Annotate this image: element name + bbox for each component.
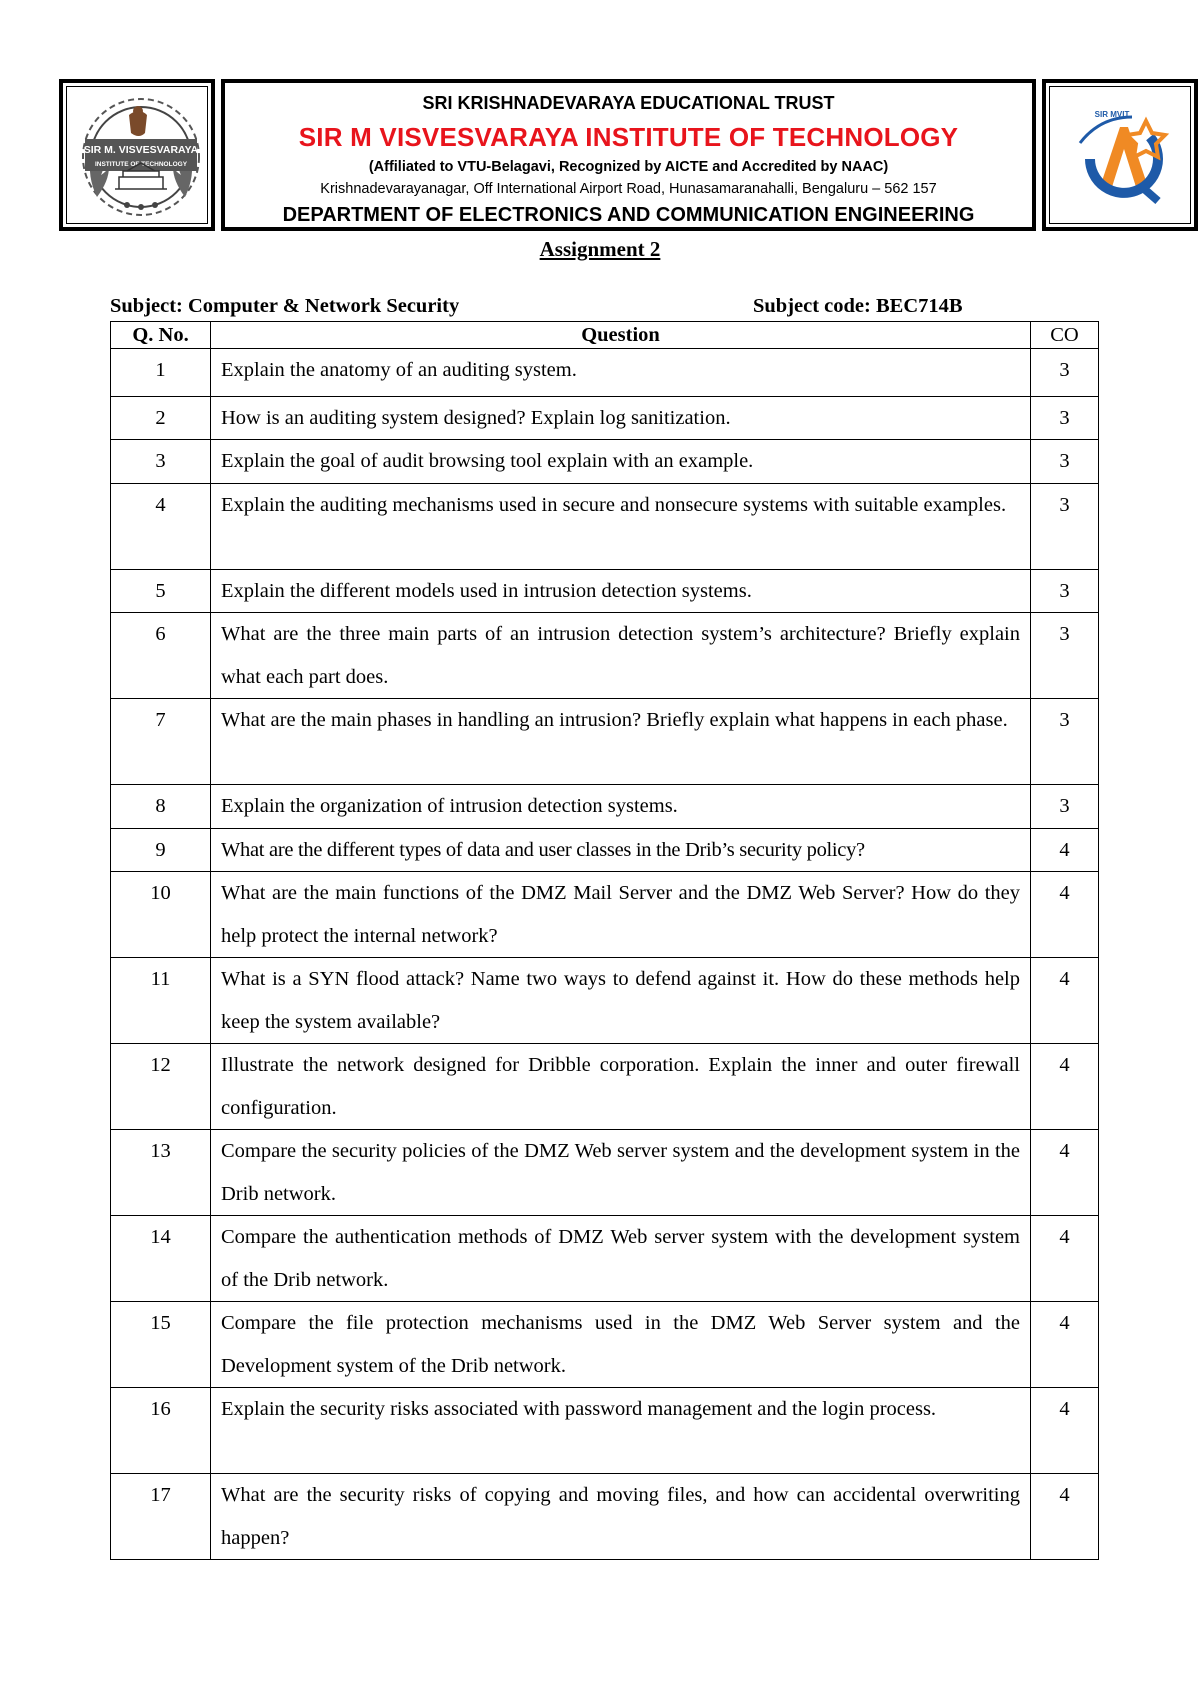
- q-number: 7: [111, 699, 211, 785]
- question-text: Explain the anatomy of an auditing system.: [211, 349, 1031, 397]
- q-number: 11: [111, 958, 211, 1044]
- department-name: DEPARTMENT OF ELECTRONICS AND COMMUNICATION ENGINEERING: [282, 204, 975, 226]
- q-number: 3: [111, 440, 211, 484]
- header-question: Question: [211, 322, 1031, 349]
- table-row: [111, 1474, 1099, 1560]
- question-text: Illustrate the network designed for Dribble corporation. Explain the inner and outer firewall configuration.: [211, 1044, 1031, 1130]
- table-header-row: [111, 322, 1099, 349]
- question-text: Compare the security policies of the DMZ Web server system and the development system in the Drib network.: [211, 1130, 1031, 1216]
- left-logo-text-top: SIR M. VISVESVARAYA: [83, 144, 199, 156]
- table-row: [111, 1388, 1099, 1474]
- co-value: 4: [1031, 1130, 1099, 1216]
- co-value: 4: [1031, 1044, 1099, 1130]
- co-value: 4: [1031, 828, 1099, 872]
- assignment-title: Assignment 2: [539, 237, 661, 261]
- question-text: What are the three main parts of an intrusion detection system’s architecture? Briefly explain what each part does.: [211, 613, 1031, 699]
- q-number: 2: [111, 396, 211, 440]
- institute-name: SIR M VISVESVARAYA INSTITUTE OF TECHNOLOGY: [298, 122, 959, 152]
- left-logo-frame: [66, 86, 208, 224]
- question-text: Compare the authentication methods of DMZ Web server system with the development system of the Drib network.: [211, 1216, 1031, 1302]
- question-text: What are the main functions of the DMZ Mail Server and the DMZ Web Server? How do they help protect the internal network?: [211, 872, 1031, 958]
- question-text: What are the different types of data and user classes in the Drib’s security policy?: [211, 828, 1031, 872]
- table-row: [111, 785, 1099, 829]
- co-value: 3: [1031, 699, 1099, 785]
- co-value: 3: [1031, 349, 1099, 397]
- question-table: [110, 321, 1099, 1560]
- sir-mvit-college-seal-icon: [67, 87, 215, 229]
- question-text: What is a SYN flood attack? Name two ways to defend against it. How do these methods help keep the system available?: [211, 958, 1031, 1044]
- table-row: [111, 483, 1099, 569]
- subject-line: Subject: Computer & Network Security: [110, 295, 460, 317]
- institution-box: [221, 79, 1036, 231]
- co-value: 3: [1031, 396, 1099, 440]
- q-number: 12: [111, 1044, 211, 1130]
- question-text: Explain the auditing mechanisms used in secure and nonsecure systems with suitable examples.: [211, 483, 1031, 569]
- question-text: What are the main phases in handling an intrusion? Briefly explain what happens in each phase.: [211, 699, 1031, 785]
- table-row: [111, 569, 1099, 613]
- q-number: 14: [111, 1216, 211, 1302]
- q-number: 15: [111, 1302, 211, 1388]
- q-number: 9: [111, 828, 211, 872]
- table-row: [111, 1302, 1099, 1388]
- table-row: [111, 699, 1099, 785]
- left-logo-box: [59, 79, 215, 231]
- iqac-logo-icon: [1050, 87, 1198, 229]
- letterhead: [59, 79, 1148, 231]
- co-value: 3: [1031, 440, 1099, 484]
- question-text: How is an auditing system designed? Explain log sanitization.: [211, 396, 1031, 440]
- subject-code-line: Subject code: BEC714B: [753, 295, 963, 317]
- co-value: 4: [1031, 1474, 1099, 1560]
- co-value: 4: [1031, 1216, 1099, 1302]
- q-number: 5: [111, 569, 211, 613]
- q-number: 1: [111, 349, 211, 397]
- co-value: 4: [1031, 958, 1099, 1044]
- affiliation-text: (Affiliated to VTU-Belagavi, Recognized by AICTE and Accredited by NAAC): [368, 159, 889, 175]
- table-row: [111, 1216, 1099, 1302]
- q-number: 6: [111, 613, 211, 699]
- q-number: 8: [111, 785, 211, 829]
- question-text: Explain the organization of intrusion detection systems.: [211, 785, 1031, 829]
- table-row: [111, 1130, 1099, 1216]
- question-text: What are the security risks of copying and moving files, and how can accidental overwriting happen?: [211, 1474, 1031, 1560]
- q-number: 4: [111, 483, 211, 569]
- co-value: 3: [1031, 483, 1099, 569]
- left-logo-text-bottom: INSTITUTE OF TECHNOLOGY: [94, 161, 188, 168]
- address-text: Krishnadevarayanagar, Off International Airport Road, Hunasamaranahalli, Bengaluru – 562 157: [320, 181, 937, 197]
- co-value: 4: [1031, 872, 1099, 958]
- table-row: [111, 872, 1099, 958]
- table-row: [111, 613, 1099, 699]
- q-number: 10: [111, 872, 211, 958]
- q-number: 17: [111, 1474, 211, 1560]
- right-logo-box: [1042, 79, 1198, 231]
- q-number: 16: [111, 1388, 211, 1474]
- header-q-no: Q. No.: [111, 322, 211, 349]
- table-row: [111, 440, 1099, 484]
- co-value: 3: [1031, 613, 1099, 699]
- question-text: Compare the file protection mechanisms used in the DMZ Web Server system and the Development system of the Drib network.: [211, 1302, 1031, 1388]
- table-row: [111, 349, 1099, 397]
- co-value: 3: [1031, 785, 1099, 829]
- table-row: [111, 396, 1099, 440]
- co-value: 4: [1031, 1302, 1099, 1388]
- right-logo-frame: [1049, 86, 1191, 224]
- co-value: 4: [1031, 1388, 1099, 1474]
- right-logo-text: SIR MVIT: [1094, 110, 1130, 119]
- q-number: 13: [111, 1130, 211, 1216]
- table-row: [111, 958, 1099, 1044]
- question-text: Explain the goal of audit browsing tool explain with an example.: [211, 440, 1031, 484]
- question-text: Explain the different models used in intrusion detection systems.: [211, 569, 1031, 613]
- table-row: [111, 1044, 1099, 1130]
- co-value: 3: [1031, 569, 1099, 613]
- question-text: Explain the security risks associated with password management and the login process.: [211, 1388, 1031, 1474]
- header-co: CO: [1031, 322, 1099, 349]
- trust-name: SRI KRISHNADEVARAYA EDUCATIONAL TRUST: [422, 93, 835, 113]
- table-row: [111, 828, 1099, 872]
